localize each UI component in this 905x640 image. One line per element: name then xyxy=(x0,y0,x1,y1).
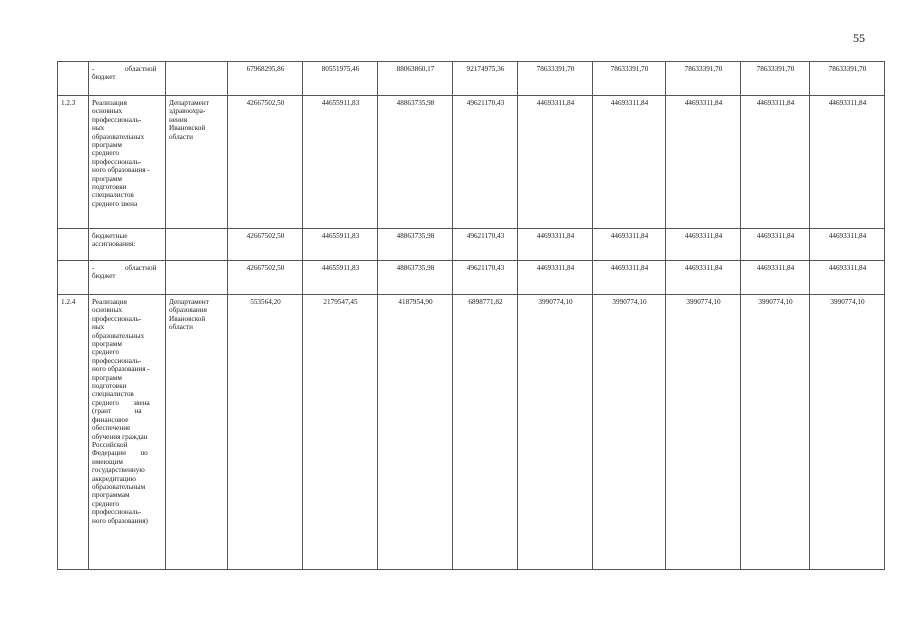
row-value-cell: 42667502,50 xyxy=(228,261,303,295)
row-value-cell: 44693311,84 xyxy=(593,261,666,295)
row-value-cell: 44693311,84 xyxy=(666,261,741,295)
row-value-cell: 49621170,43 xyxy=(453,261,518,295)
row-value-cell: 4187954,90 xyxy=(378,295,453,570)
row-name-line: ного образования - xyxy=(92,166,150,175)
row-executor-line: Департамент xyxy=(169,298,209,306)
row-value-cell: 44693311,84 xyxy=(666,229,741,261)
row-executor xyxy=(166,295,228,570)
row-executor xyxy=(166,261,228,295)
row-code xyxy=(58,261,89,295)
row-executor-line: Ивановской xyxy=(169,124,206,133)
row-name-line: бюджет xyxy=(92,272,116,281)
row-value-cell: 80551975,46 xyxy=(303,62,378,96)
row-executor-line: образования xyxy=(169,306,207,315)
row-name-line: среднего xyxy=(92,348,119,357)
row-name-line: среднего xyxy=(92,499,119,508)
row-name-line: образовательных xyxy=(92,331,145,340)
row-value-cell: 48863735,98 xyxy=(378,261,453,295)
row-value-cell: 78633391,70 xyxy=(810,62,885,96)
row-name-line: среднего звена xyxy=(92,199,138,208)
row-value-cell: 3990774,10 xyxy=(810,295,885,570)
row-executor-line: Департамент xyxy=(169,99,209,107)
table-row xyxy=(58,229,885,261)
row-value-cell: 6898771,82 xyxy=(453,295,518,570)
row-value-cell: 44693311,84 xyxy=(810,96,885,229)
row-executor-line: нения xyxy=(169,115,188,124)
row-value-cell: 3990774,10 xyxy=(593,295,666,570)
row-value-cell: 88063860,17 xyxy=(378,62,453,96)
row-name-line: образовательных xyxy=(92,132,145,141)
row-value-cell: 44693311,84 xyxy=(666,96,741,229)
row-name-line: - областной xyxy=(92,264,157,272)
row-executor-line: области xyxy=(169,132,194,141)
row-value-cell: 44693311,84 xyxy=(741,229,810,261)
row-name-line: программ xyxy=(92,174,122,183)
row-name-line: среднего звена xyxy=(92,398,150,407)
row-name-line: аккредитацию xyxy=(92,474,136,483)
row-name-line: профессиональ- xyxy=(92,508,142,517)
row-name-line: программ xyxy=(92,373,122,382)
row-executor xyxy=(166,62,228,96)
table-row xyxy=(58,261,885,295)
row-code: 1.2.3 xyxy=(58,96,89,229)
row-value-cell: 44655911,83 xyxy=(303,261,378,295)
row-name-line: подготовки xyxy=(92,183,127,192)
row-name-line: программ xyxy=(92,340,122,349)
row-name-line: специалистов xyxy=(92,191,134,200)
row-name-line: - областной xyxy=(92,65,157,73)
row-value-cell: 92174975,36 xyxy=(453,62,518,96)
row-name-line: Реализация xyxy=(92,99,127,107)
budget-table xyxy=(57,61,885,570)
row-name-line: государственную xyxy=(92,466,145,475)
row-name-line: Российской xyxy=(92,440,128,449)
row-value-cell: 44693311,84 xyxy=(741,261,810,295)
row-value-cell: 44655911,83 xyxy=(303,96,378,229)
row-name-line: имеющим xyxy=(92,457,123,466)
row-value-cell: 78633391,70 xyxy=(518,62,593,96)
row-name-line: профессиональ- xyxy=(92,356,142,365)
row-name-line: Реализация xyxy=(92,298,127,306)
row-name-line: профессиональ- xyxy=(92,314,142,323)
row-value-cell: 553564,20 xyxy=(228,295,303,570)
row-name-line: Федерации по xyxy=(92,449,148,458)
table-row xyxy=(58,96,885,229)
row-value-cell: 78633391,70 xyxy=(593,62,666,96)
row-name-line: ного образования) xyxy=(92,516,148,525)
row-name-line: бюджетные xyxy=(92,232,128,240)
row-name-line: финансовое xyxy=(92,415,129,424)
row-executor xyxy=(166,229,228,261)
row-value-cell: 44693311,84 xyxy=(810,261,885,295)
row-value-cell: 3990774,10 xyxy=(518,295,593,570)
row-value-cell: 44693311,84 xyxy=(741,96,810,229)
row-name xyxy=(89,96,166,229)
row-value-cell: 44655911,83 xyxy=(303,229,378,261)
row-name xyxy=(89,62,166,96)
row-name-line: среднего xyxy=(92,149,119,158)
row-name-line: основных xyxy=(92,306,123,315)
row-name-line: обеспечение xyxy=(92,424,131,433)
row-name-line: ного образования - xyxy=(92,365,150,374)
row-code xyxy=(58,229,89,261)
row-code xyxy=(58,62,89,96)
row-value-cell: 3990774,10 xyxy=(666,295,741,570)
row-code: 1.2.4 xyxy=(58,295,89,570)
row-value-cell: 44693311,84 xyxy=(518,229,593,261)
row-value-cell: 67968295,86 xyxy=(228,62,303,96)
row-name-line: основных xyxy=(92,107,123,116)
table-row xyxy=(58,62,885,96)
row-value-cell: 44693311,84 xyxy=(593,229,666,261)
row-name-line: (грант на xyxy=(92,407,142,416)
row-value-cell: 49621170,43 xyxy=(453,229,518,261)
row-name xyxy=(89,261,166,295)
row-value-cell: 78633391,70 xyxy=(741,62,810,96)
row-value-cell: 3990774,10 xyxy=(741,295,810,570)
row-name-line: подготовки xyxy=(92,382,127,391)
row-value-cell: 42667502,50 xyxy=(228,96,303,229)
row-name-line: ассигнования: xyxy=(92,240,136,249)
table-body xyxy=(58,62,885,570)
row-executor-line: здравоохра- xyxy=(169,107,206,116)
row-name-line: программам xyxy=(92,491,130,500)
row-executor xyxy=(166,96,228,229)
row-name-line: специалистов xyxy=(92,390,134,399)
table-row xyxy=(58,295,885,570)
row-name xyxy=(89,295,166,570)
row-name-line: ных xyxy=(92,323,105,332)
row-name-line: профессиональ- xyxy=(92,157,142,166)
row-value-cell: 78633391,70 xyxy=(666,62,741,96)
row-name-line: программ xyxy=(92,141,122,150)
row-name-line: профессиональ- xyxy=(92,115,142,124)
row-name-line: бюджет xyxy=(92,73,116,82)
row-executor-line: области xyxy=(169,323,194,332)
row-value-cell: 2179547,45 xyxy=(303,295,378,570)
row-value-cell: 48863735,98 xyxy=(378,229,453,261)
row-value-cell: 44693311,84 xyxy=(518,96,593,229)
row-value-cell: 49621170,43 xyxy=(453,96,518,229)
row-executor-line: Ивановской xyxy=(169,314,206,323)
row-value-cell: 44693311,84 xyxy=(593,96,666,229)
row-value-cell: 48863735,98 xyxy=(378,96,453,229)
row-name-line: ных xyxy=(92,124,105,133)
row-name-line: обучения граждан xyxy=(92,432,148,441)
row-value-cell: 44693311,84 xyxy=(810,229,885,261)
row-name-line: образовательным xyxy=(92,482,146,491)
row-value-cell: 44693311,84 xyxy=(518,261,593,295)
row-value-cell: 42667502,50 xyxy=(228,229,303,261)
row-name xyxy=(89,229,166,261)
page-number: 55 xyxy=(853,31,865,45)
